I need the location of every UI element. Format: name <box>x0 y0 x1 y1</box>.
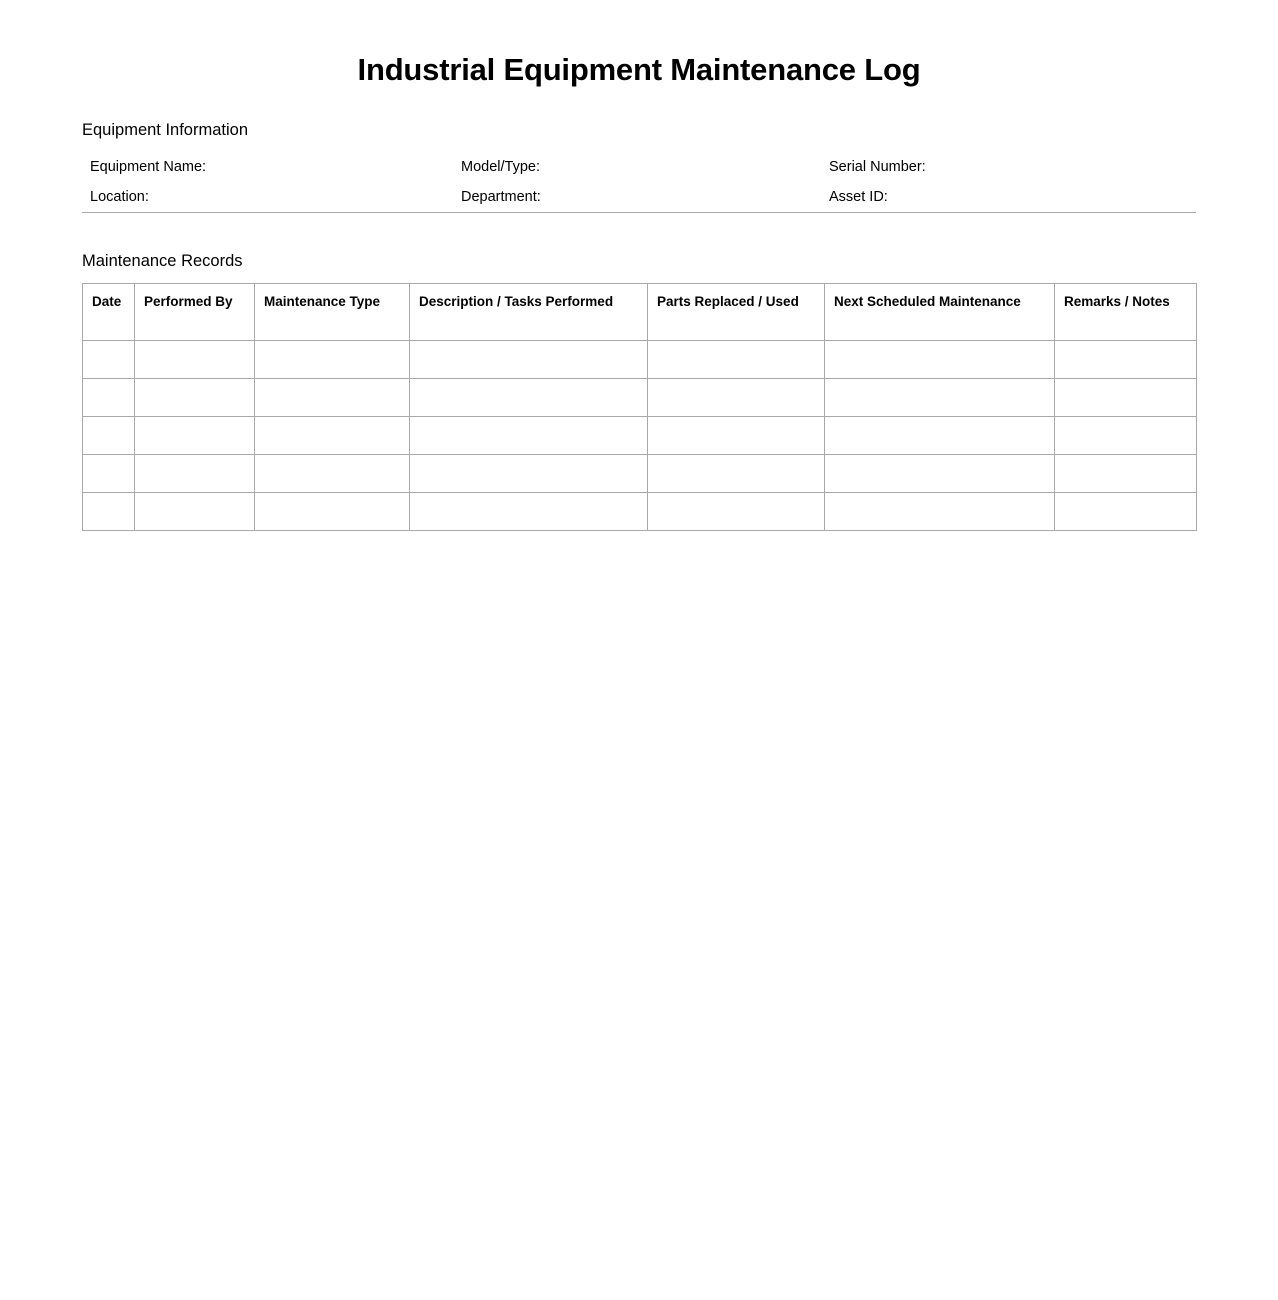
cell-performed-by[interactable] <box>135 493 255 531</box>
cell-description[interactable] <box>410 341 648 379</box>
cell-date[interactable] <box>83 493 135 531</box>
cell-remarks[interactable] <box>1055 341 1197 379</box>
cell-performed-by[interactable] <box>135 379 255 417</box>
table-header-row <box>83 284 1197 341</box>
column-header-parts-replaced: Parts Replaced / Used <box>648 284 825 341</box>
serial-number-label: Serial Number: <box>829 159 926 175</box>
cell-description[interactable] <box>410 493 648 531</box>
equipment-information-heading: Equipment Information <box>82 121 249 139</box>
cell-maintenance-type[interactable] <box>255 417 410 455</box>
cell-date[interactable] <box>83 379 135 417</box>
cell-description[interactable] <box>410 379 648 417</box>
cell-parts[interactable] <box>648 417 825 455</box>
cell-remarks[interactable] <box>1055 455 1197 493</box>
column-header-performed-by: Performed By <box>135 284 255 341</box>
cell-maintenance-type[interactable] <box>255 455 410 493</box>
cell-remarks[interactable] <box>1055 379 1197 417</box>
cell-next-scheduled[interactable] <box>825 379 1055 417</box>
model-type-label: Model/Type: <box>461 159 540 175</box>
cell-description[interactable] <box>410 417 648 455</box>
table-row[interactable] <box>83 379 1197 417</box>
equipment-info-row <box>82 152 1196 182</box>
department-label: Department: <box>461 189 541 205</box>
table-row[interactable] <box>83 341 1197 379</box>
equipment-info-row <box>82 182 1196 212</box>
cell-description[interactable] <box>410 455 648 493</box>
cell-performed-by[interactable] <box>135 455 255 493</box>
cell-maintenance-type[interactable] <box>255 379 410 417</box>
column-header-date: Date <box>83 284 135 341</box>
column-header-remarks: Remarks / Notes <box>1055 284 1197 341</box>
table-row[interactable] <box>83 455 1197 493</box>
cell-parts[interactable] <box>648 455 825 493</box>
cell-parts[interactable] <box>648 493 825 531</box>
cell-remarks[interactable] <box>1055 493 1197 531</box>
table-row[interactable] <box>83 417 1197 455</box>
column-header-description: Description / Tasks Performed <box>410 284 648 341</box>
cell-performed-by[interactable] <box>135 417 255 455</box>
cell-next-scheduled[interactable] <box>825 493 1055 531</box>
cell-parts[interactable] <box>648 379 825 417</box>
cell-next-scheduled[interactable] <box>825 455 1055 493</box>
cell-next-scheduled[interactable] <box>825 341 1055 379</box>
location-label: Location: <box>90 189 149 205</box>
cell-parts[interactable] <box>648 341 825 379</box>
maintenance-records-heading: Maintenance Records <box>82 252 243 270</box>
cell-maintenance-type[interactable] <box>255 341 410 379</box>
column-header-next-scheduled: Next Scheduled Maintenance <box>825 284 1055 341</box>
asset-id-label: Asset ID: <box>829 189 888 205</box>
page-title: Industrial Equipment Maintenance Log <box>357 52 921 87</box>
cell-remarks[interactable] <box>1055 417 1197 455</box>
equipment-name-label: Equipment Name: <box>90 159 207 175</box>
table-row[interactable] <box>83 493 1197 531</box>
cell-next-scheduled[interactable] <box>825 417 1055 455</box>
equipment-information-block <box>82 152 1196 213</box>
maintenance-records-table <box>82 283 1197 531</box>
column-header-maintenance-type: Maintenance Type <box>255 284 410 341</box>
cell-date[interactable] <box>83 417 135 455</box>
cell-performed-by[interactable] <box>135 341 255 379</box>
cell-date[interactable] <box>83 455 135 493</box>
table-body <box>83 341 1197 531</box>
cell-date[interactable] <box>83 341 135 379</box>
cell-maintenance-type[interactable] <box>255 493 410 531</box>
